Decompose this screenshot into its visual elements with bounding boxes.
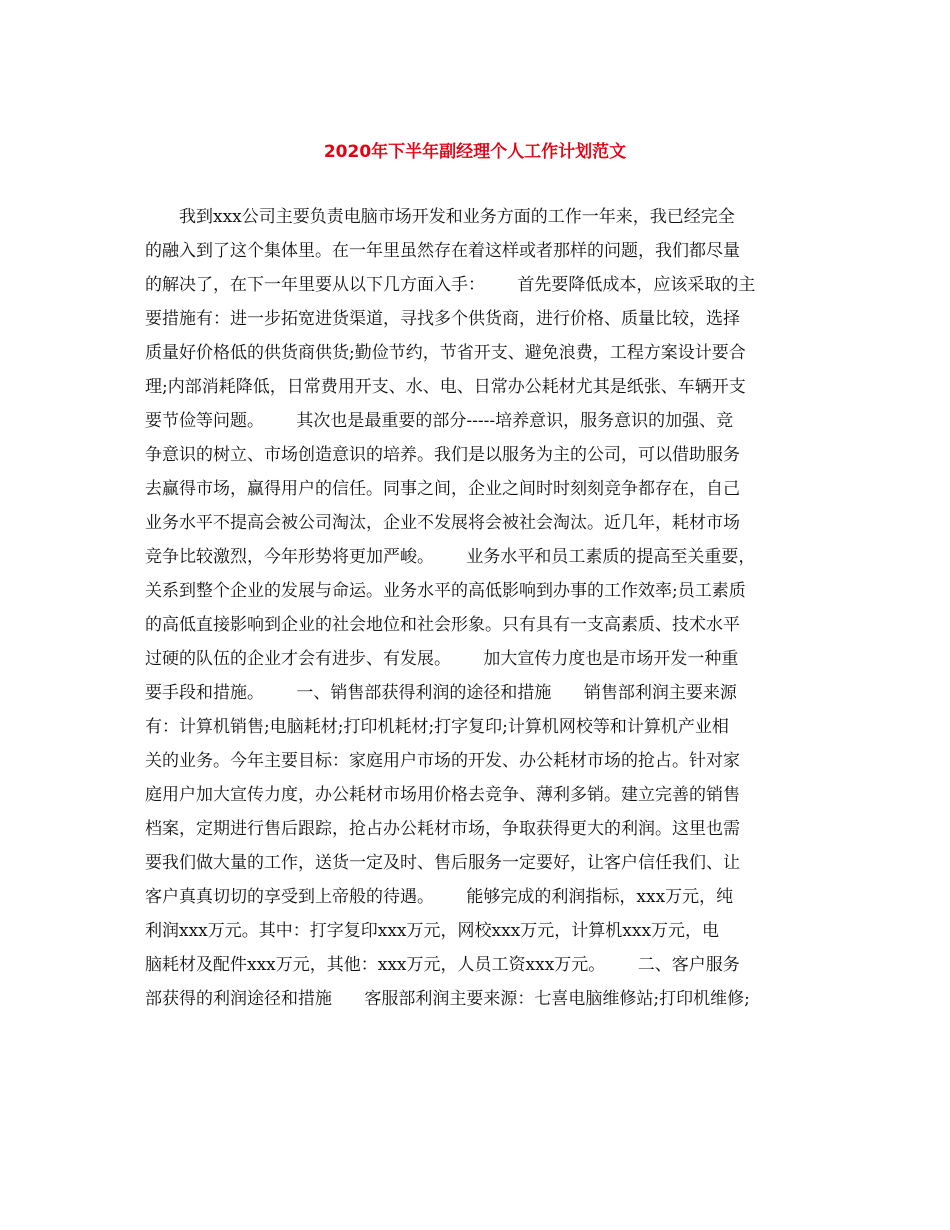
body-line: 我到xxx公司主要负责电脑市场开发和业务方面的工作一年来，我已经完全 (179, 207, 735, 227)
body-line: 有：计算机销售;电脑耗材;打印机耗材;打字复印;计算机网校等和计算机产业相 (145, 717, 729, 737)
body-line: 业务水平不提高会被公司淘汰，企业不发展将会被社会淘汰。近几年，耗材市场 (145, 513, 740, 533)
body-line: 庭用户加大宣传力度，办公耗材市场用价格去竞争、薄利多销。建立完善的销售 (145, 785, 740, 805)
body-line: 去赢得市场，赢得用户的信任。同事之间，企业之间时时刻刻竞争都存在，自己 (145, 479, 740, 499)
body-line: 要节俭等问题。 其次也是最重要的部分-----培养意识，服务意识的加强、竞 (145, 411, 734, 431)
document-title: 2020年下半年副经理个人工作计划范文 (323, 142, 627, 162)
body-line: 关系到整个企业的发展与命运。业务水平的高低影响到办事的工作效率;员工素质 (145, 581, 746, 601)
body-line: 要措施有：进一步拓宽进货渠道，寻找多个供货商，进行价格、质量比较，选择 (145, 309, 740, 329)
body-line: 客户真真切切的享受到上帝般的待遇。 能够完成的利润指标，xxx万元，纯 (145, 887, 734, 907)
body-line: 的高低直接影响到企业的社会地位和社会形象。只有具有一支高素质、技术水平 (145, 615, 740, 635)
body-line: 档案，定期进行售后跟踪，抢占办公耗材市场，争取获得更大的利润。这里也需 (145, 819, 740, 839)
body-line: 竞争比较激烈，今年形势将更加严峻。 业务水平和员工素质的提高至关重要， (145, 547, 756, 567)
body-line: 的融入到了这个集体里。在一年里虽然存在着这样或者那样的问题，我们都尽量 (145, 241, 740, 261)
body-line: 质量好价格低的供货商供货;勤俭节约，节省开支、避免浪费，工程方案设计要合 (145, 343, 746, 363)
body-line: 争意识的树立、市场创造意识的培养。我们是以服务为主的公司，可以借助服务 (145, 445, 740, 465)
body-line: 理;内部消耗降低，日常费用开支、水、电、日常办公耗材尤其是纸张、车辆开支 (145, 377, 746, 397)
body-line: 过硬的队伍的企业才会有进步、有发展。 加大宣传力度也是市场开发一种重 (145, 649, 739, 669)
body-line: 利润xxx万元。其中：打字复印xxx万元，网校xxx万元，计算机xxx万元，电 (145, 921, 720, 941)
body-line: 要我们做大量的工作，送货一定及时、售后服务一定要好，让客户信任我们、让 (145, 853, 740, 873)
body-line: 要手段和措施。 一、销售部获得利润的途径和措施 销售部利润主要来源 (145, 683, 737, 703)
body-line: 关的业务。今年主要目标：家庭用户市场的开发、办公耗材市场的抢占。针对家 (145, 751, 740, 771)
document-body (145, 200, 820, 1016)
body-line: 的解决了，在下一年里要从以下几方面入手： 首先要降低成本，应该采取的主 (145, 275, 756, 295)
body-line: 部获得的利润途径和措施 客服部利润主要来源：七喜电脑维修站;打印机维修; (145, 989, 750, 1009)
body-line: 脑耗材及配件xxx万元，其他：xxx万元，人员工资xxx万元。 二、客户服务 (145, 955, 740, 975)
